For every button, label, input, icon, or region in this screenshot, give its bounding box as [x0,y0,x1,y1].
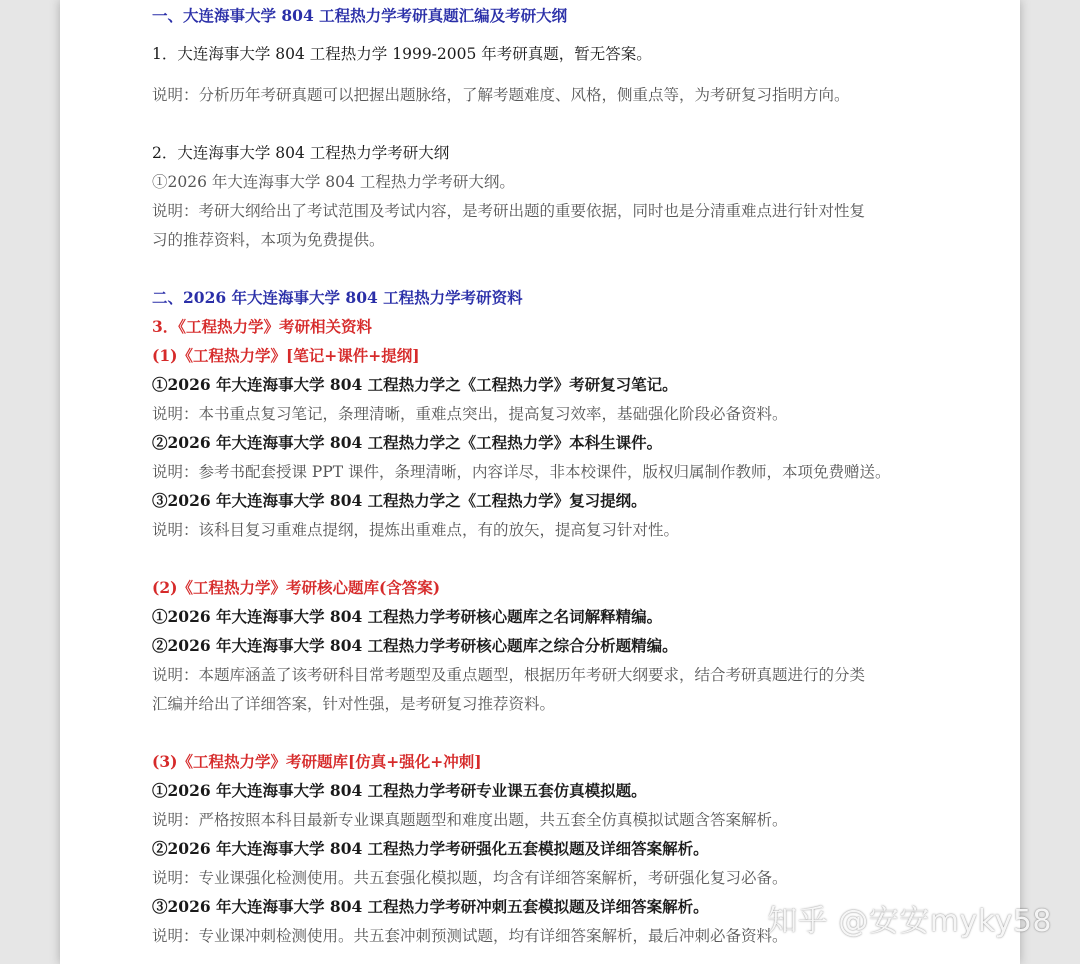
list-item: ①2026 年大连海事大学 804 工程热力学之《工程热力学》考研复习笔记。 [152,375,678,394]
description-text: 说明：该科目复习重难点提纲，提炼出重难点，有的放矢，提高复习针对性。 [152,521,680,539]
subsection-heading: 3．《工程热力学》考研相关资料 [152,317,373,336]
section-heading-2: 二、2026 年大连海事大学 804 工程热力学考研资料 [152,288,523,307]
description-text: 说明：分析历年考研真题可以把握出题脉络，了解考题难度、风格，侧重点等，为考研复习指明方向。 [152,86,850,104]
section-heading-1: 一、大连海事大学 804 工程热力学考研真题汇编及考研大纲 [152,6,568,25]
list-item: ③2026 年大连海事大学 804 工程热力学考研冲刺五套模拟题及详细答案解析。 [152,897,709,916]
list-item: ②2026 年大连海事大学 804 工程热力学之《工程热力学》本科生课件。 [152,433,663,452]
description-text: 说明：专业课冲刺检测使用。共五套冲刺预测试题，均有详细答案解析，最后冲刺必备资料。 [152,927,788,945]
description-text: 说明：本书重点复习笔记，条理清晰，重难点突出，提高复习效率，基础强化阶段必备资料。 [152,405,788,423]
list-item: ①2026 年大连海事大学 804 工程热力学考研核心题库之名词解释精编。 [152,607,663,626]
description-text: 汇编并给出了详细答案，针对性强，是考研复习推荐资料。 [152,695,556,713]
description-text: 说明：参考书配套授课 PPT 课件，条理清晰，内容详尽，非本校课件，版权归属制作教师，本项免费赠送。 [152,463,891,481]
subsection-heading: (1)《工程热力学》[笔记+课件+提纲] [152,346,420,365]
list-item: ③2026 年大连海事大学 804 工程热力学之《工程热力学》复习提纲。 [152,491,647,510]
description-text: 说明：本题库涵盖了该考研科目常考题型及重点题型，根据历年考研大纲要求，结合考研真题进行的分类 [152,666,866,684]
description-text: 说明：严格按照本科目最新专业课真题题型和难度出题，共五套全仿真模拟试题含答案解析。 [152,811,788,829]
description-text: 说明：专业课强化检测使用。共五套强化模拟题，均含有详细答案解析，考研强化复习必备。 [152,869,788,887]
description-text: 习的推荐资料，本项为免费提供。 [152,231,385,249]
list-item: ①2026 年大连海事大学 804 工程热力学考研大纲。 [152,173,515,191]
list-item: ①2026 年大连海事大学 804 工程热力学考研专业课五套仿真模拟题。 [152,781,647,800]
item-heading: 2．大连海事大学 804 工程热力学考研大纲 [152,144,450,162]
watermark: 知乎 @安安myky58 [767,904,1052,939]
list-item: ②2026 年大连海事大学 804 工程热力学考研强化五套模拟题及详细答案解析。 [152,839,709,858]
document-page [60,0,1020,964]
subsection-heading: (3)《工程热力学》考研题库[仿真+强化+冲刺] [152,752,482,771]
list-item: ②2026 年大连海事大学 804 工程热力学考研核心题库之综合分析题精编。 [152,636,678,655]
subsection-heading: (2)《工程热力学》考研核心题库(含答案) [152,578,441,597]
description-text: 说明：考研大纲给出了考试范围及考试内容，是考研出题的重要依据，同时也是分清重难点进行针对性复 [152,202,866,220]
item-heading: 1．大连海事大学 804 工程热力学 1999-2005 年考研真题，暂无答案。 [152,45,652,63]
